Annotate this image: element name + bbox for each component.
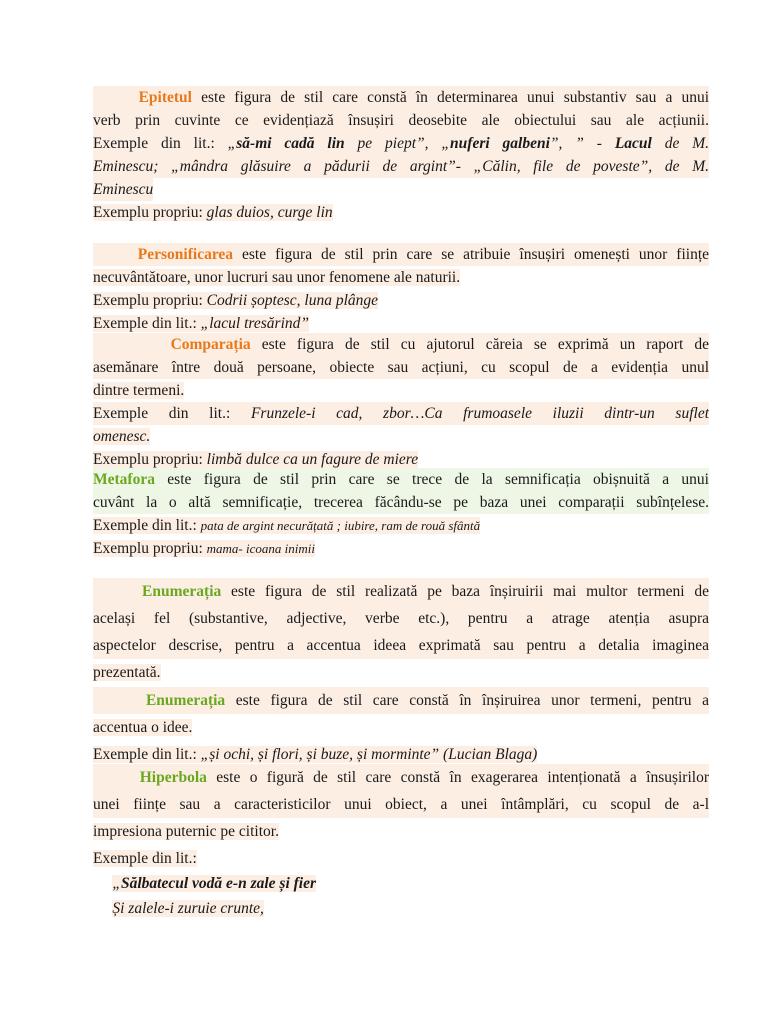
section-metafora: [93, 468, 709, 560]
compar-lit-example: Exemple din lit.: Frunzele-i cad, zbor…Ca frumoasele iluzii dintr-un suflet: [93, 402, 709, 425]
epitet-line-5: Eminescu: [93, 178, 153, 201]
personif-own-example: Exemplu propriu: Codrii șoptesc, luna plânge: [93, 292, 379, 309]
section-enumeratie-2: [93, 687, 709, 768]
compar-line-2: asemănare între două persoane, obiecte sau acțiuni, cu scopul de a evidenția unul: [93, 356, 709, 379]
section-comparatie: [93, 333, 709, 471]
compar-line-3: dintre termeni.: [93, 382, 185, 399]
personif-lit-example: Exemple din lit.: „lacul tresărind”: [93, 315, 309, 332]
enum1-term: Enumerația: [142, 583, 222, 600]
section-hiperbola: [93, 764, 709, 922]
personif-line-1: Personificarea este figura de stil prin care se atribuie însușiri omenești unor ființe: [93, 243, 709, 266]
metafora-lit-example: Exemple din lit.: pata de argint necurățată ; iubire, ram de rouă sfântă: [93, 517, 481, 534]
enum1-line-1: Enumerația este figura de stil realizată pe baza înșiruirii mai multor termeni de: [93, 578, 709, 605]
enum2-term: Enumerația: [145, 692, 226, 709]
epitet-line-4: Eminescu; „mândra glăsuire a pădurii de argint”- „Călin, file de poveste”, de M.: [93, 155, 709, 178]
epitet-line-3: Exemple din lit.: „să-mi cadă lin pe piept”, „nuferi galbeni”, ” - Lacul de M.: [93, 132, 709, 155]
epitet-term: Epitetul: [138, 89, 192, 106]
epitet-own-example: Exemplu propriu: glas duios, curge lin: [93, 204, 333, 221]
enum1-line-4: prezentată.: [93, 664, 161, 681]
epitet-line-1: Epitetul este figura de stil care constă în determinarea unui substantiv sau a unui: [93, 86, 709, 109]
enum1-line-3: aspectelor descrise, pentru a accentua ideea exprimată sau pentru a detalia imaginea: [93, 632, 709, 659]
metafora-line-2: cuvânt la o altă semnificație, trecerea făcându-se pe baza unei comparații subînțelese.: [93, 491, 709, 514]
compar-line-1: Comparația este figura de stil cu ajutorul căreia se exprimă un raport de: [93, 333, 709, 356]
compar-own-example: Exemplu propriu: limbă dulce ca un fagure de miere: [93, 451, 419, 468]
compar-lit-example-cont: omenesc.: [93, 428, 151, 445]
hiperbola-line-1: Hiperbola este o figură de stil care constă în exagerarea intenționată a însușirilor: [93, 764, 709, 791]
metafora-own-example: Exemplu propriu: mama- icoana inimii: [93, 540, 315, 557]
hiperbola-term: Hiperbola: [139, 769, 207, 786]
personif-line-2: necuvântătoare, unor lucruri sau unor fenomene ale naturii.: [93, 269, 461, 286]
hiperbola-lit-label: Exemple din lit.:: [93, 850, 197, 867]
hiperbola-verse-1: „Sălbatecul vodă e-n zale și fier: [112, 875, 317, 892]
section-enumeratie-1: [93, 578, 709, 686]
metafora-line-1: Metafora este figura de stil prin care se trece de la semnificația obișnuită a unui: [93, 468, 709, 491]
hiperbola-line-3: impresiona puternic pe cititor.: [93, 823, 279, 840]
epitet-line-2: verb prin cuvinte ce evidențiază însușiri deosebite ale obiectului sau ale acțiunii.: [93, 109, 709, 132]
enum1-line-2: același fel (substantive, adjective, verbe etc.), pentru a atrage atenția asupra: [93, 605, 709, 632]
enum2-line-1: Enumerația este figura de stil care constă în înșiruirea unor termeni, pentru a: [93, 687, 709, 714]
enum2-line-2: accentua o idee.: [93, 719, 193, 736]
section-epitet: [93, 86, 709, 224]
hiperbola-line-2: unei ființe sau a caracteristicilor unui obiect, a unei întâmplări, cu scopul de a-l: [93, 791, 709, 818]
compar-term: Comparația: [170, 336, 251, 353]
metafora-term: Metafora: [93, 471, 155, 488]
section-personificare: [93, 243, 709, 335]
hiperbola-verse-2: Și zalele-i zuruie crunte,: [112, 900, 264, 917]
personif-term: Personificarea: [137, 246, 234, 263]
enum2-lit-example: Exemple din lit.: „și ochi, și flori, și buze, și morminte” (Lucian Blaga): [93, 746, 538, 763]
